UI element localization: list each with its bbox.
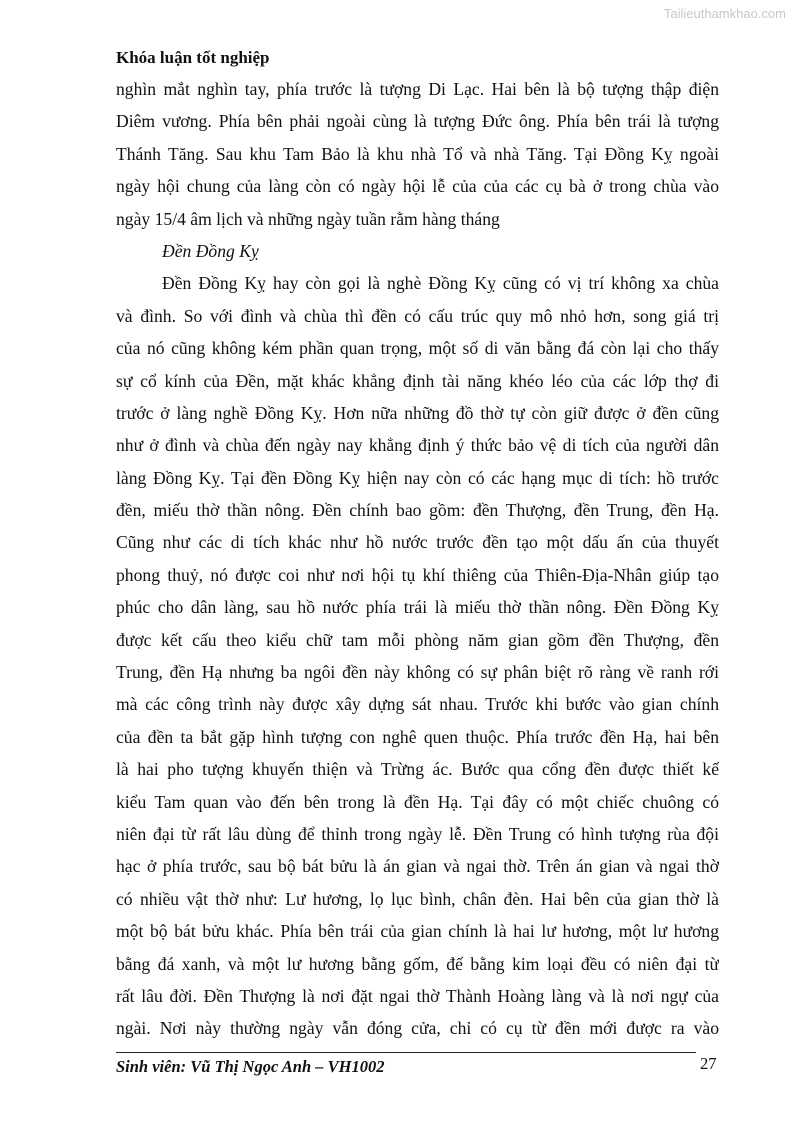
body-line: Diêm vương. Phía bên phải ngoài cùng là tượng Đức ông. Phía bên trái là tượng <box>116 111 719 132</box>
body-line: phong thuỷ, nó được coi như nơi hội tụ khí thiêng của Thiên-Địa-Nhân giúp tạo <box>116 564 719 585</box>
body-line: đền, miếu thờ thần nông. Đền chính bao gồm: đền Thượng, đền Trung, đền Hạ. <box>116 500 719 521</box>
body-line: của đền ta bắt gặp hình tượng con nghê quen thuộc. Phía trước đền Hạ, hai bên <box>116 726 719 747</box>
body-line: trước ở làng nghề Đồng Kỵ. Hơn nữa những đồ thờ tự còn giữ được ở đền cũng <box>116 402 719 423</box>
body-line: Cũng như các di tích khác như hồ nước trước đền tạo một dấu ấn của thuyết <box>116 532 719 553</box>
body-line: có nhiều vật thờ như: Lư hương, lọ lục bình, chân đèn. Hai bên của gian thờ là <box>116 888 719 909</box>
document-header-title: Khóa luận tốt nghiệp <box>116 48 270 67</box>
body-line: hạc ở phía trước, sau bộ bát bửu là án gian và ngai thờ. Trên án gian và ngai thờ <box>116 856 719 877</box>
watermark: Tailieuthamkhao.com <box>663 6 786 21</box>
footer-student-name: Sinh viên: Vũ Thị Ngọc Anh – VH1002 <box>116 1057 385 1076</box>
page-number: 27 <box>700 1054 717 1073</box>
body-line: phúc cho dân làng, sau hồ nước phía trái là miếu thờ thần nông. Đền Đồng Kỵ <box>116 597 719 618</box>
body-line: mà các công trình này được xây dựng sát nhau. Trước khi bước vào gian chính <box>116 694 719 715</box>
body-line: niên đại từ rất lâu dùng để thỉnh trong ngày lễ. Đền Trung có hình tượng rùa đội <box>116 823 719 844</box>
body-line: Đền Đồng Kỵ hay còn gọi là nghè Đồng Kỵ cũng có vị trí không xa chùa <box>162 273 719 294</box>
body-line: rất lâu đời. Đền Thượng là nơi đặt ngai thờ Thành Hoàng làng và là nơi ngự của <box>116 985 719 1006</box>
body-line: của nó cũng không kém phần quan trọng, một số di văn bằng đá còn lại cho thấy <box>116 338 719 359</box>
footer-divider <box>116 1052 696 1053</box>
body-line: một bộ bát bửu khác. Phía bên trái của gian chính là hai lư hương, một lư hương <box>116 921 719 942</box>
body-line: bằng đá xanh, và một lư hương bằng gốm, đế bằng kim loại đều có niên đại từ <box>116 953 719 974</box>
body-line: Thánh Tăng. Sau khu Tam Bảo là khu nhà Tổ và nhà Tăng. Tại Đồng Kỵ ngoài <box>116 143 719 164</box>
body-line: là hai pho tượng khuyến thiện và Trừng ác. Bước qua cổng đền được thiết kế <box>116 759 719 780</box>
body-line: ngày hội chung của làng còn có ngày hội lễ của của các cụ bà ở trong chùa vào <box>116 176 719 197</box>
body-line: sự cổ kính của Đền, mặt khác khẳng định tài năng khéo léo của các lớp thợ đi <box>116 370 719 391</box>
body-text <box>116 73 719 1045</box>
body-line: ngày 15/4 âm lịch và những ngày tuần rằm hàng tháng <box>116 208 500 229</box>
body-line: ngài. Nơi này thường ngày vẫn đóng cửa, chỉ có cụ từ đền mới được ra vào <box>116 1018 719 1039</box>
body-line: như ở đình và chùa đến ngày nay khẳng định ý thức bảo vệ di tích của người dân <box>116 435 719 456</box>
body-line: Trung, đền Hạ nhưng ba ngôi đền này không có sự phân biệt rõ ràng về ranh rới <box>116 662 719 683</box>
body-line: nghìn mắt nghìn tay, phía trước là tượng Di Lạc. Hai bên là bộ tượng thập điện <box>116 79 719 99</box>
body-line: kiểu Tam quan vào đến bên trong là đền Hạ. Tại đây có một chiếc chuông có <box>116 791 719 812</box>
body-line: được kết cấu theo kiểu chữ tam mỗi phòng năm gian gồm đền Thượng, đền <box>116 629 719 650</box>
section-heading: Đền Đồng Kỵ <box>162 240 259 261</box>
body-line: và đình. So với đình và chùa thì đền có cấu trúc quy mô nhỏ hơn, song giá trị <box>116 305 719 326</box>
body-line: làng Đồng Kỵ. Tại đền Đồng Kỵ hiện nay còn có các hạng mục di tích: hồ trước <box>116 467 719 488</box>
